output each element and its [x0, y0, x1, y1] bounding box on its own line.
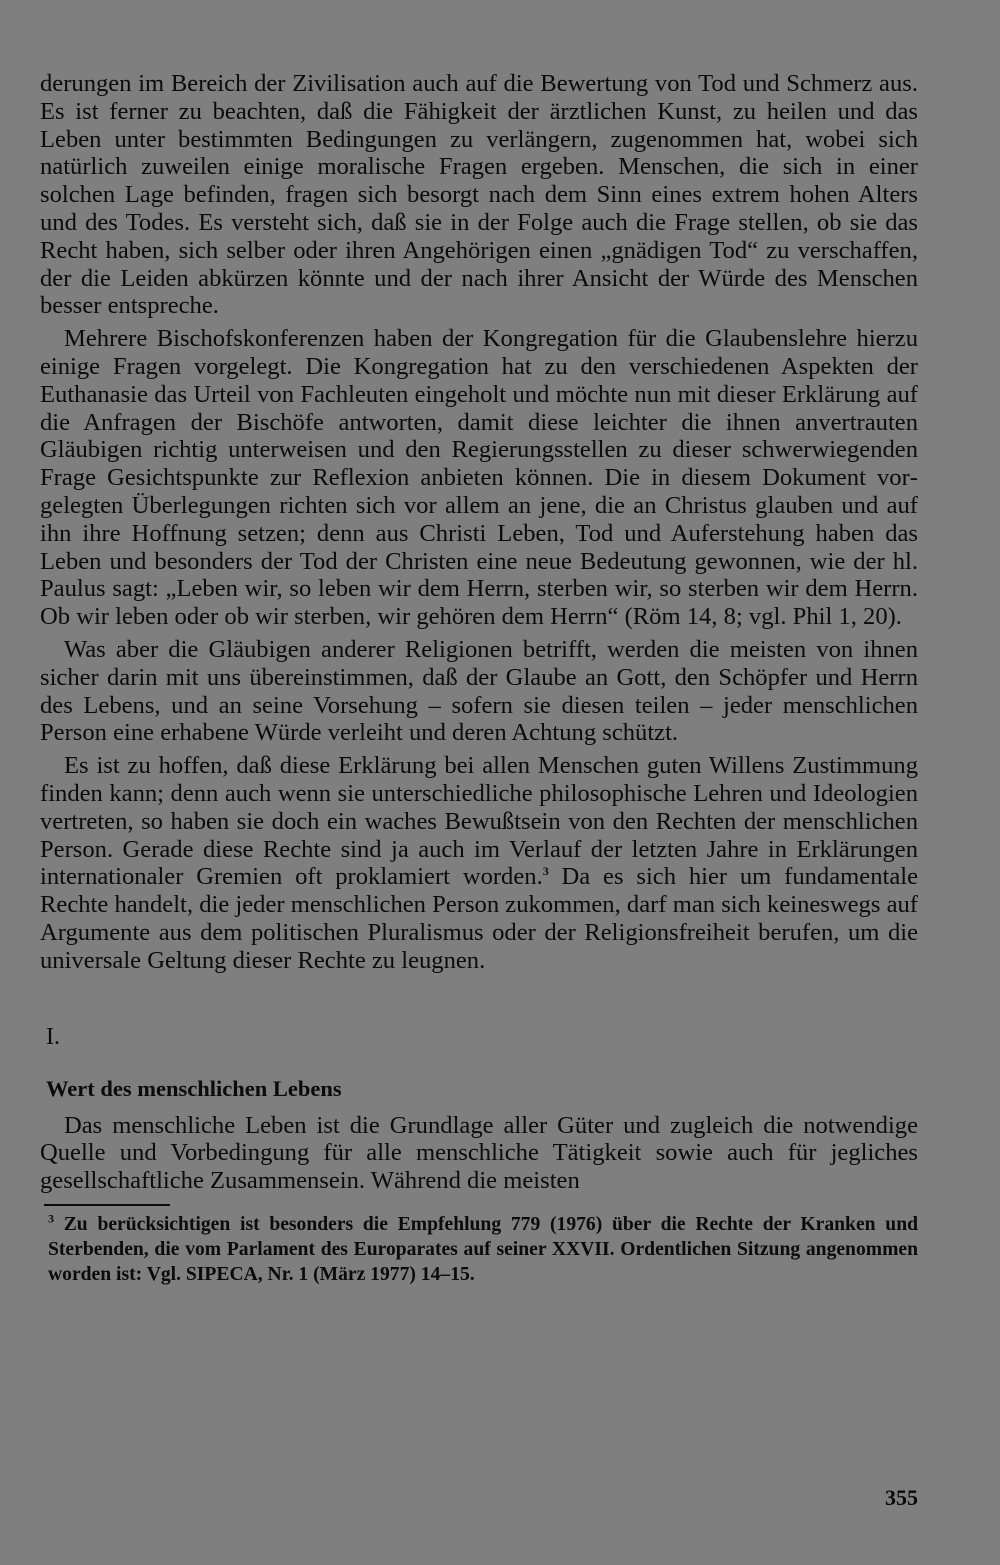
section-body-paragraph: Das menschliche Leben ist die Grundlage aller Güter und zugleich die notwendige Quelle und Vorbedingung für alle menschliche Tätigkeit sowie auch für jegliches gesellschaftliche Zusammensein. Während die meisten: [40, 1111, 918, 1195]
footnote-divider: [44, 1204, 170, 1206]
paragraph-3: Was aber die Gläubigen anderer Religionen betrifft, werden die meisten von ihnen sicher darin mit uns übereinstimmen, daß der Glaube an Gott, den Schöpfer und Herrn des Lebens, und an seine Vorsehung – sofern sie diesen teilen – jeder menschlichen Person eine erhabene Würde verleiht und deren Achtung schützt.: [40, 635, 918, 747]
section-number: I.: [46, 1023, 60, 1050]
footnote-text: Zu berücksichtigen ist besonders die Empfehlung 779 (1976) über die Rechte der Kranken und Sterbenden, die vom Parlament des Europarates auf seiner XXVII. Ordentlichen Sitzung angenommen worden ist: Vgl. SIPECA, Nr. 1 (März 1977) 14–15.: [48, 1213, 918, 1285]
paragraph-4-text-before-note: Es ist zu hoffen, daß diese Erklärung bei allen Menschen guten Willens Zustimmung finden kann; denn auch wenn sie unterschiedliche philosophische Lehren und Ideologien vertreten, so haben sie doch ein waches Bewußtsein von den Rechten der menschlichen Person. Gerade diese Rechte sind ja auch im Verlauf der letzten Jahre in Erklärungen internationaler Gremien oft proklamiert worden.: [40, 752, 918, 891]
paragraph-4: [40, 752, 918, 974]
paragraph-2: Mehrere Bischofskonferenzen haben der Kongregation für die Glaubenslehre hierzu einige Fragen vorgelegt. Die Kongregation hat zu den verschiedenen Aspekten der Euthanasie das Urteil von Fachleuten eingeholt und möchte nun mit dieser Erklärung auf die Anfragen der Bischöfe antworten, damit diese leichter die ihnen anvertrauten Gläubigen richtig unterweisen und den Regierungsstellen zu dieser schwerwiegenden Frage Gesichtspunkte zur Reflexion anbieten können. Die in diesem Dokument vorgelegten Überlegungen richten sich vor allem an jene, die an Christus glauben und auf ihn ihre Hoffnung setzen; denn aus Christi Leben, Tod und Auferstehung haben das Leben und besonders der Tod der Christen eine neue Bedeutung gewonnen, wie der hl. Paulus sagt: „Leben wir, so leben wir dem Herrn, sterben wir, so sterben wir dem Herrn. Ob wir leben oder ob wir sterben, wir gehören dem Herrn“ (Röm 14, 8; vgl. Phil 1, 20).: [40, 325, 918, 631]
page-number: 355: [885, 1485, 918, 1510]
footnote-reference: 3: [542, 864, 549, 879]
paragraph-1: derungen im Bereich der Zivilisation auch auf die Bewertung von Tod und Schmerz aus. Es ist ferner zu beachten, daß die Fähigkeit der ärztlichen Kunst, zu heilen und das Leben unter bestimmten Bedingungen zu verlängern, zugenommen hat, wobei sich natürlich zuweilen einige moralische Fragen ergeben. Menschen, die sich in einer solchen Lage befinden, fragen sich besorgt nach dem Sinn eines extrem hohen Alters und des Todes. Es versteht sich, daß sie in der Folge auch die Frage stellen, ob sie das Recht haben, sich selber oder ihren Angehörigen einen „gnädigen Tod“ zu verschaffen, der die Leiden abkürzen könnte und der nach ihrer Ansicht der Würde des Menschen besser entspreche.: [40, 70, 918, 320]
paragraph-4-text-after-note: Da es sich hier um fundamentale Rechte handelt, die jeder menschlichen Person zukommen, darf man sich keineswegs auf Argumente aus dem politischen Pluralismus oder der Religionsfreiheit berufen, um die universale Geltung dieser Rechte zu leugnen.: [40, 863, 918, 974]
footnote-mark: 3: [48, 1211, 54, 1226]
footnote: [48, 1212, 918, 1287]
section-title: Wert des menschlichen Lebens: [46, 1075, 342, 1101]
page-content: [40, 70, 918, 1287]
